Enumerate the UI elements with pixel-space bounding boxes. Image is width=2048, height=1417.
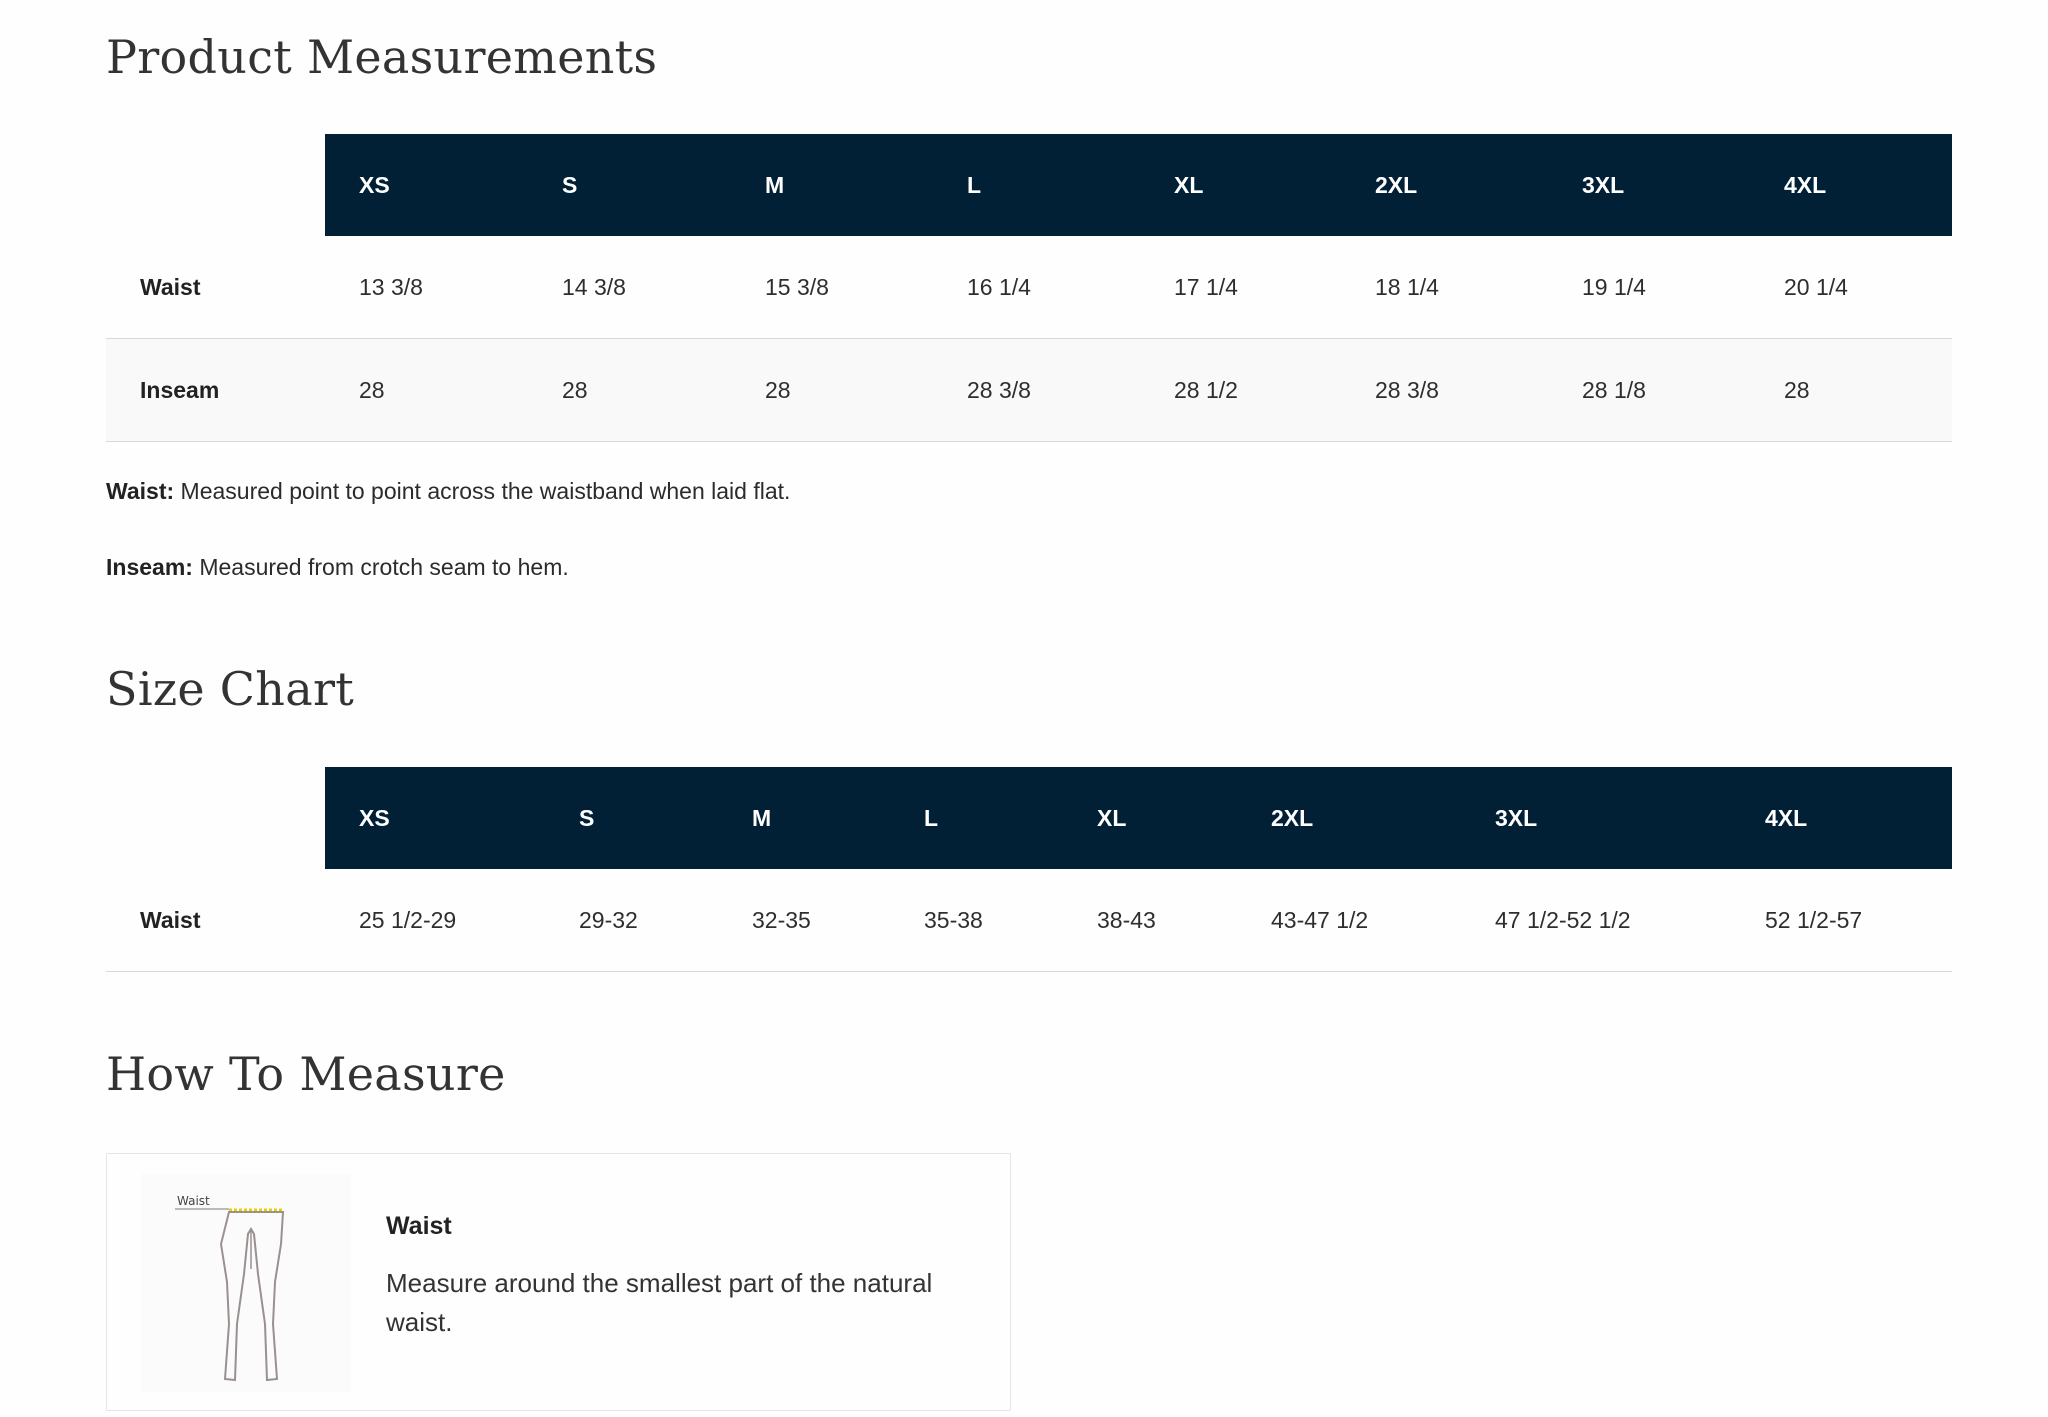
table-cell: 28 3/8 [933,339,1140,442]
table-cell: 28 1/2 [1140,339,1341,442]
size-header: 4XL [1731,767,1952,869]
note-text: Measured from crotch seam to hem. [192,554,569,580]
table-cell: 25 1/2-29 [325,869,545,972]
size-header: S [545,767,718,869]
size-header: M [731,134,933,236]
size-header: 3XL [1461,767,1731,869]
leggings-outline-icon [141,1174,351,1392]
table-cell: 47 1/2-52 1/2 [1461,869,1731,972]
size-header: 3XL [1548,134,1750,236]
table-cell: 28 [528,339,731,442]
table-cell: 29-32 [545,869,718,972]
product-measurements-table [106,134,1952,442]
table-cell: 52 1/2-57 [1731,869,1952,972]
size-header: XS [325,134,528,236]
table-cell: 14 3/8 [528,236,731,339]
size-header: 4XL [1750,134,1952,236]
size-header: M [718,767,890,869]
table-cell: 28 [731,339,933,442]
size-header: XL [1063,767,1237,869]
table-row-waist [106,869,1952,972]
size-header: 2XL [1237,767,1461,869]
size-header: XL [1140,134,1341,236]
table-cell: 18 1/4 [1341,236,1548,339]
leggings-diagram [141,1174,351,1392]
size-header: XS [325,767,545,869]
size-chart-heading: Size Chart [106,662,355,716]
note-term: Waist: [106,478,175,504]
size-chart-table [106,767,1952,972]
table-cell: 16 1/4 [933,236,1140,339]
inseam-note [106,554,569,581]
size-header: S [528,134,731,236]
note-text: Measured point to point across the waistband when laid flat. [174,478,791,504]
row-label: Inseam [106,339,325,442]
table-header-row [106,134,1952,236]
product-measurements-heading: Product Measurements [106,30,658,84]
figure-label: Waist [177,1194,210,1208]
table-row-waist [106,236,1952,339]
table-cell: 19 1/4 [1548,236,1750,339]
table-cell: 35-38 [890,869,1063,972]
row-label: Waist [106,236,325,339]
size-header: 2XL [1341,134,1548,236]
table-cell: 28 3/8 [1341,339,1548,442]
table-row-inseam [106,339,1952,442]
header-corner-cell [106,134,325,236]
table-cell: 43-47 1/2 [1237,869,1461,972]
table-cell: 17 1/4 [1140,236,1341,339]
row-label: Waist [106,869,325,972]
measure-card-waist [106,1153,1011,1411]
table-cell: 15 3/8 [731,236,933,339]
how-to-measure-heading: How To Measure [106,1047,506,1101]
size-header: L [890,767,1063,869]
table-cell: 38-43 [1063,869,1237,972]
note-term: Inseam: [106,554,193,580]
waist-note [106,478,790,505]
table-cell: 32-35 [718,869,890,972]
table-header-row [106,767,1952,869]
table-cell: 28 [325,339,528,442]
size-header: L [933,134,1140,236]
table-cell: 20 1/4 [1750,236,1952,339]
table-cell: 28 [1750,339,1952,442]
table-cell: 13 3/8 [325,236,528,339]
measure-title: Waist [386,1212,452,1240]
header-corner-cell [106,767,325,869]
measure-description: Measure around the smallest part of the natural waist. [386,1268,933,1337]
table-cell: 28 1/8 [1548,339,1750,442]
